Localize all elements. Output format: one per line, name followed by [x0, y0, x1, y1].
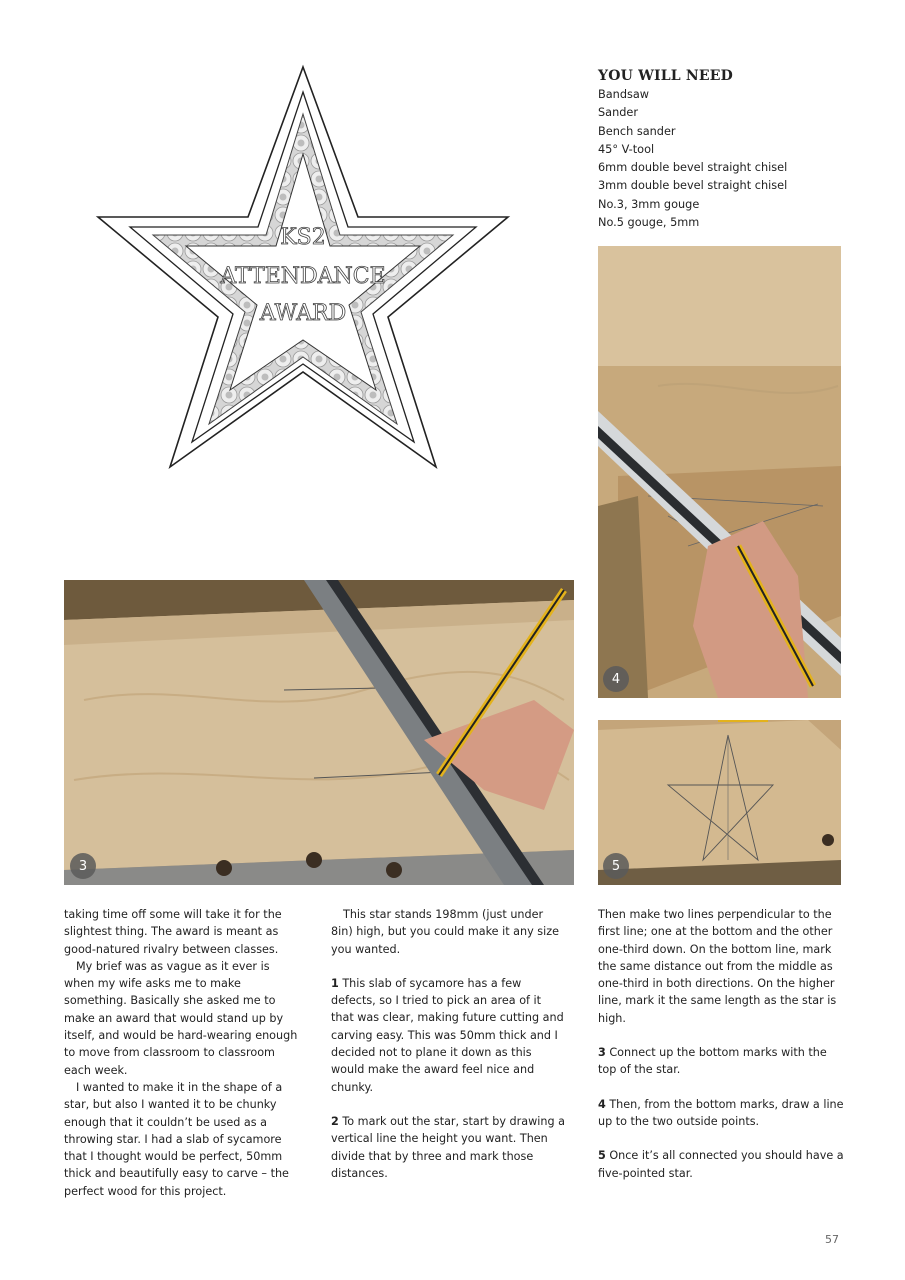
step-text: Connect up the bottom marks with the top of the star. — [598, 1046, 827, 1077]
star-award-illustration — [78, 62, 528, 557]
page-number: 57 — [825, 1233, 839, 1246]
star-outline-graphic — [78, 62, 528, 557]
step-text: Once it’s all connected you should have a five-pointed star. — [598, 1149, 844, 1180]
step-3-paragraph — [598, 1044, 846, 1079]
paragraph: My brief was as vague as it ever is when my wife asks me to make something. Basically she asked me to make an award that would stand up by itself, and would be hard-wearing enough to move from classroom to classroom each week. — [64, 959, 298, 1077]
step-number: 5 — [598, 1149, 606, 1163]
tool-item: 3mm double bevel straight chisel — [598, 179, 788, 193]
tool-item: 45° V-tool — [598, 142, 655, 156]
photo-4-ruler-marking — [598, 246, 841, 698]
photo-3-image — [64, 580, 574, 885]
photo-4-number-badge: 4 — [603, 666, 629, 692]
award-line-3: AWARD — [259, 301, 347, 326]
photo-5-number-badge: 5 — [603, 853, 629, 879]
step-1-paragraph — [331, 975, 567, 1096]
step-text: Then, from the bottom marks, draw a line up to the two outside points. — [598, 1097, 844, 1128]
photo-5-image — [598, 720, 841, 885]
step-5-paragraph — [598, 1147, 846, 1182]
tool-item: No.5 gouge, 5mm — [598, 216, 700, 230]
tool-item: Sander — [598, 106, 639, 120]
text-column-2 — [331, 906, 567, 1182]
tools-list — [598, 86, 858, 232]
photo-4-image — [598, 246, 841, 698]
tools-list-title: YOU WILL NEED — [598, 68, 733, 84]
step-text: To mark out the star, start by drawing a vertical line the height you want. Then divide that by three and mark those distances. — [331, 1114, 565, 1180]
tool-item: 6mm double bevel straight chisel — [598, 161, 788, 175]
award-line-1: KS2 — [280, 225, 326, 250]
paragraph: taking time off some will take it for the slightest thing. The award is meant as good-natured rivalry between classes. — [64, 908, 282, 956]
step-number: 4 — [598, 1097, 606, 1111]
tool-item: Bench sander — [598, 124, 676, 138]
tool-item: Bandsaw — [598, 88, 650, 101]
award-line-2: ATTENDANCE — [220, 264, 386, 289]
text-column-1 — [64, 906, 302, 1200]
step-number: 3 — [598, 1046, 606, 1060]
photo-3-number-badge: 3 — [70, 853, 96, 879]
step-4-paragraph — [598, 1096, 846, 1131]
paragraph: This star stands 198mm (just under 8in) high, but you could make it any size you wanted. — [331, 908, 559, 956]
step-number: 1 — [331, 976, 339, 990]
step-number: 2 — [331, 1114, 339, 1128]
photo-5-star-outline — [598, 720, 841, 885]
photo-3-marking-line — [64, 580, 574, 885]
text-column-3 — [598, 906, 846, 1182]
paragraph: Then make two lines perpendicular to the first line; one at the bottom and the other one-third down. On the bottom line, mark the same distance out from the middle as one-third in both directions. On the higher line, mark it the same length as the star is high. — [598, 908, 837, 1025]
tools-list-panel — [598, 68, 858, 232]
tool-item: No.3, 3mm gouge — [598, 197, 700, 211]
paragraph: I wanted to make it in the shape of a star, but also I wanted it to be chunky enough that it couldn’t be used as a throwing star. I had a slab of sycamore that I thought would be perfect, 50mm thick and beautifully easy to carve – the perfect wood for this project. — [64, 1080, 289, 1198]
step-text: This slab of sycamore has a few defects, so I tried to pick an area of it that was clear, making future cutting and carving easy. This was 50mm thick and I decided not to plane it down as this would make the award feel nice and chunky. — [331, 976, 564, 1094]
step-2-paragraph — [331, 1113, 567, 1182]
